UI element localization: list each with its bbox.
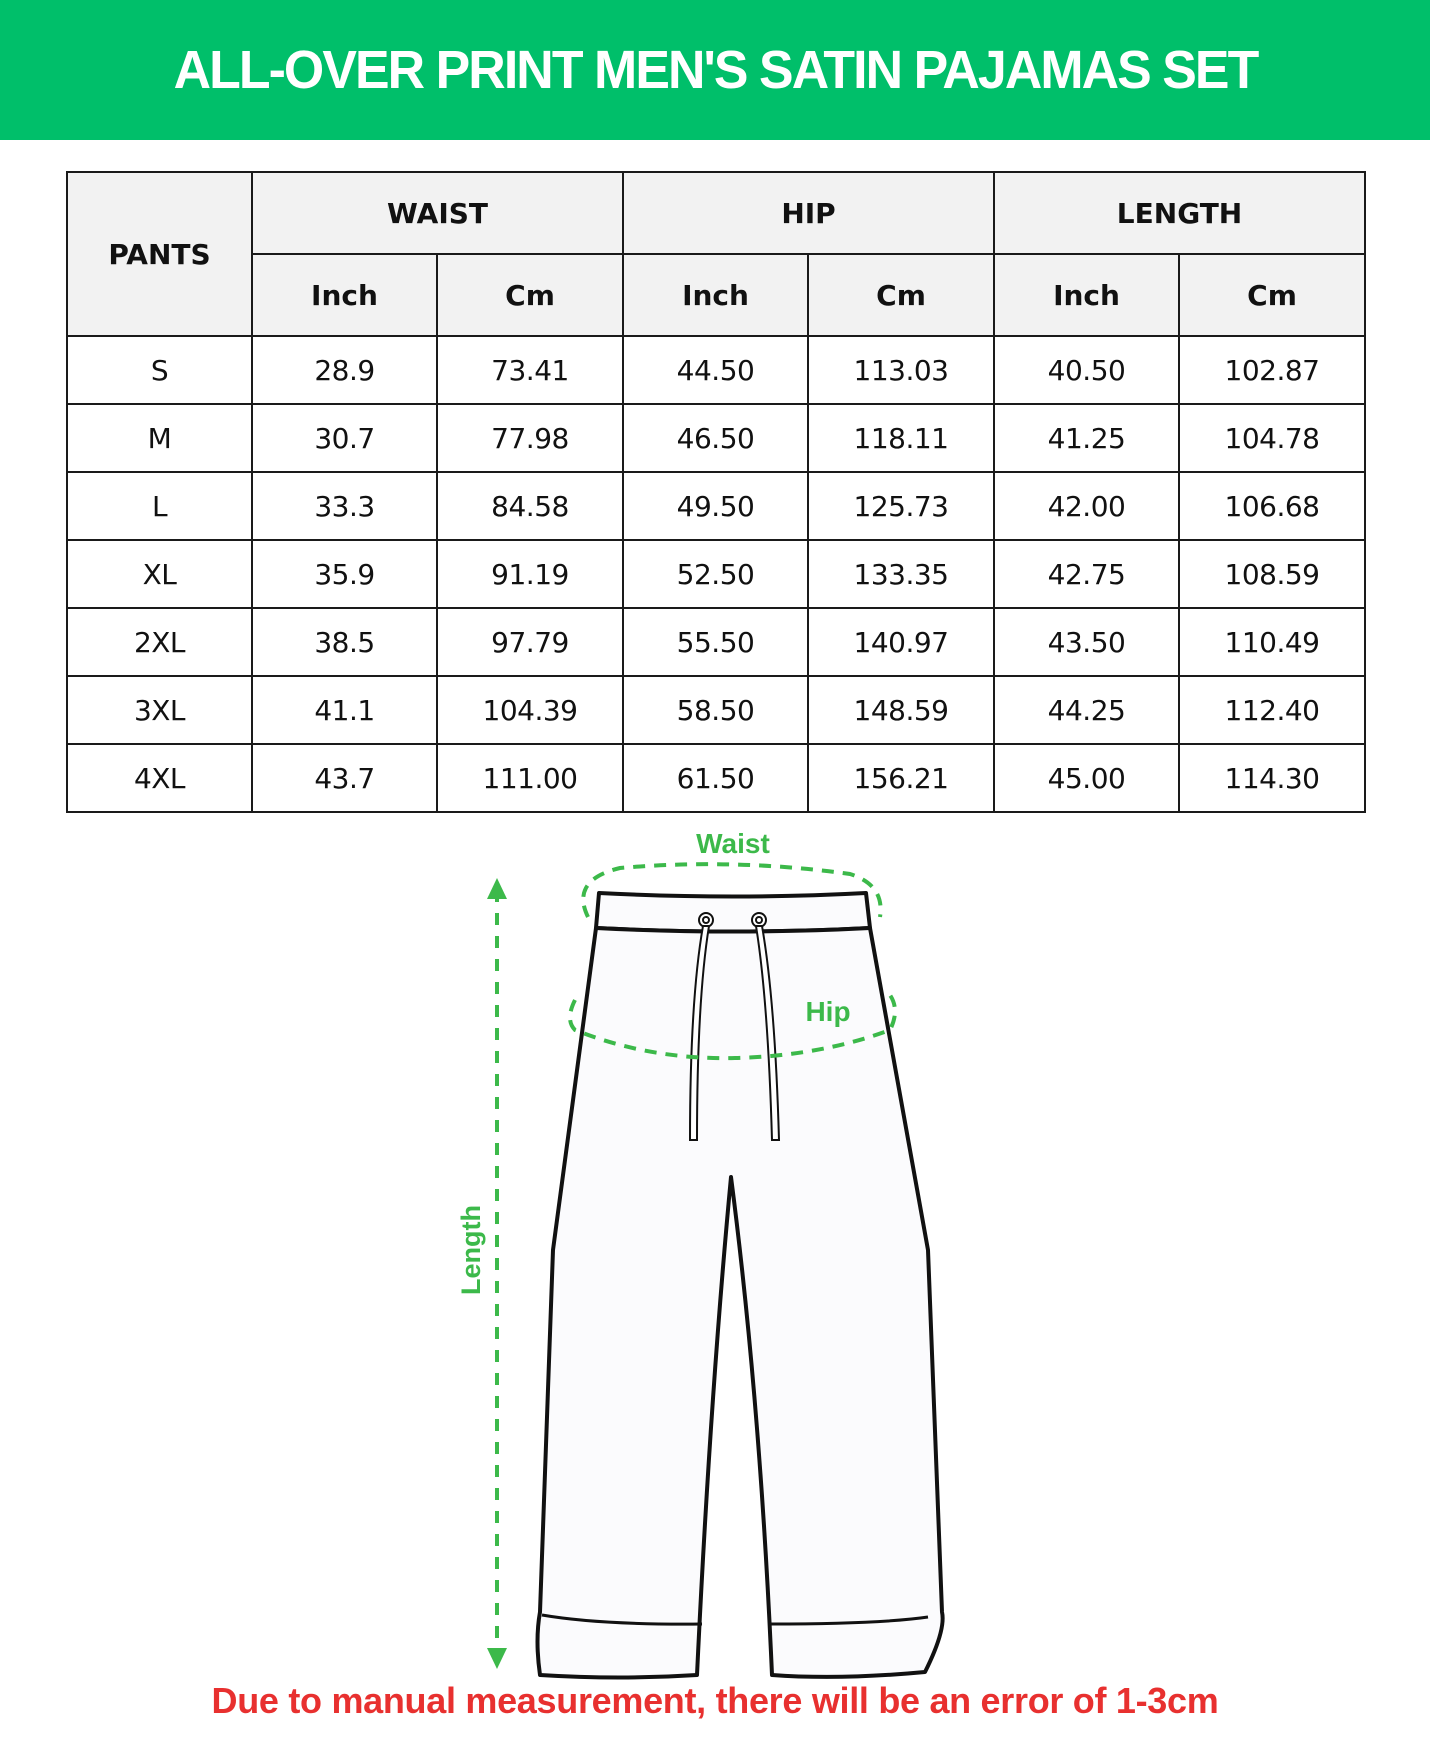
unit-header-hip-cm: Cm	[808, 254, 994, 336]
table-row	[67, 404, 1365, 472]
waist-cm-cell: 84.58	[437, 472, 623, 540]
waist-inch-cell: 30.7	[252, 404, 437, 472]
length-cm-cell: 102.87	[1179, 336, 1365, 404]
hip-cm-cell: 125.73	[808, 472, 994, 540]
hip-cm-cell: 156.21	[808, 744, 994, 812]
title-banner	[0, 0, 1430, 140]
hip-inch-cell: 55.50	[623, 608, 808, 676]
waist-cm-cell: 111.00	[437, 744, 623, 812]
length-label: Length	[456, 1205, 486, 1295]
length-inch-cell: 42.00	[994, 472, 1179, 540]
length-cm-cell: 108.59	[1179, 540, 1365, 608]
waist-cm-cell: 73.41	[437, 336, 623, 404]
waist-cm-cell: 104.39	[437, 676, 623, 744]
length-inch-cell: 44.25	[994, 676, 1179, 744]
waist-cm-cell: 77.98	[437, 404, 623, 472]
table-row	[67, 540, 1365, 608]
waist-inch-cell: 41.1	[252, 676, 437, 744]
unit-header-waist-cm: Cm	[437, 254, 623, 336]
length-inch-cell: 42.75	[994, 540, 1179, 608]
table-row	[67, 744, 1365, 812]
page-title: ALL-OVER PRINT MEN'S SATIN PAJAMAS SET	[173, 40, 1257, 100]
size-cell: L	[67, 472, 252, 540]
unit-header-length-cm: Cm	[1179, 254, 1365, 336]
hip-inch-cell: 49.50	[623, 472, 808, 540]
hip-cm-cell: 140.97	[808, 608, 994, 676]
hip-cm-cell: 113.03	[808, 336, 994, 404]
waist-cm-cell: 91.19	[437, 540, 623, 608]
unit-header-length-inch: Inch	[994, 254, 1179, 336]
table-row	[67, 608, 1365, 676]
waist-inch-cell: 28.9	[252, 336, 437, 404]
hip-inch-cell: 44.50	[623, 336, 808, 404]
waist-label: Waist	[696, 828, 770, 859]
hip-label: Hip	[805, 996, 851, 1027]
length-inch-cell: 41.25	[994, 404, 1179, 472]
waist-cm-cell: 97.79	[437, 608, 623, 676]
pants-measurement-diagram	[0, 810, 1430, 1680]
hip-inch-cell: 46.50	[623, 404, 808, 472]
waist-inch-cell: 33.3	[252, 472, 437, 540]
length-inch-cell: 40.50	[994, 336, 1179, 404]
table-header-row-groups	[67, 172, 1365, 254]
group-header-length: LENGTH	[994, 172, 1365, 254]
unit-header-waist-inch: Inch	[252, 254, 437, 336]
hip-cm-cell: 133.35	[808, 540, 994, 608]
length-cm-cell: 106.68	[1179, 472, 1365, 540]
length-cm-cell: 112.40	[1179, 676, 1365, 744]
table-row	[67, 676, 1365, 744]
group-header-hip: HIP	[623, 172, 994, 254]
hip-cm-cell: 148.59	[808, 676, 994, 744]
unit-header-hip-inch: Inch	[623, 254, 808, 336]
hip-inch-cell: 52.50	[623, 540, 808, 608]
hip-inch-cell: 58.50	[623, 676, 808, 744]
corner-header-pants: PANTS	[67, 172, 252, 336]
hip-inch-cell: 61.50	[623, 744, 808, 812]
size-cell: S	[67, 336, 252, 404]
pants-outline-icon	[538, 893, 943, 1678]
size-chart-table	[66, 171, 1366, 813]
size-cell: M	[67, 404, 252, 472]
size-cell: XL	[67, 540, 252, 608]
size-cell: 2XL	[67, 608, 252, 676]
size-cell: 3XL	[67, 676, 252, 744]
measurement-disclaimer: Due to manual measurement, there will be an error of 1-3cm	[211, 1680, 1219, 1721]
hip-cm-cell: 118.11	[808, 404, 994, 472]
length-inch-cell: 45.00	[994, 744, 1179, 812]
length-inch-cell: 43.50	[994, 608, 1179, 676]
length-cm-cell: 114.30	[1179, 744, 1365, 812]
waist-inch-cell: 38.5	[252, 608, 437, 676]
waist-inch-cell: 35.9	[252, 540, 437, 608]
table-row	[67, 472, 1365, 540]
group-header-waist: WAIST	[252, 172, 623, 254]
length-cm-cell: 104.78	[1179, 404, 1365, 472]
table-header-row-units	[67, 254, 1365, 336]
table-row	[67, 336, 1365, 404]
size-cell: 4XL	[67, 744, 252, 812]
waist-inch-cell: 43.7	[252, 744, 437, 812]
length-arrow-icon	[487, 878, 507, 1669]
length-cm-cell: 110.49	[1179, 608, 1365, 676]
